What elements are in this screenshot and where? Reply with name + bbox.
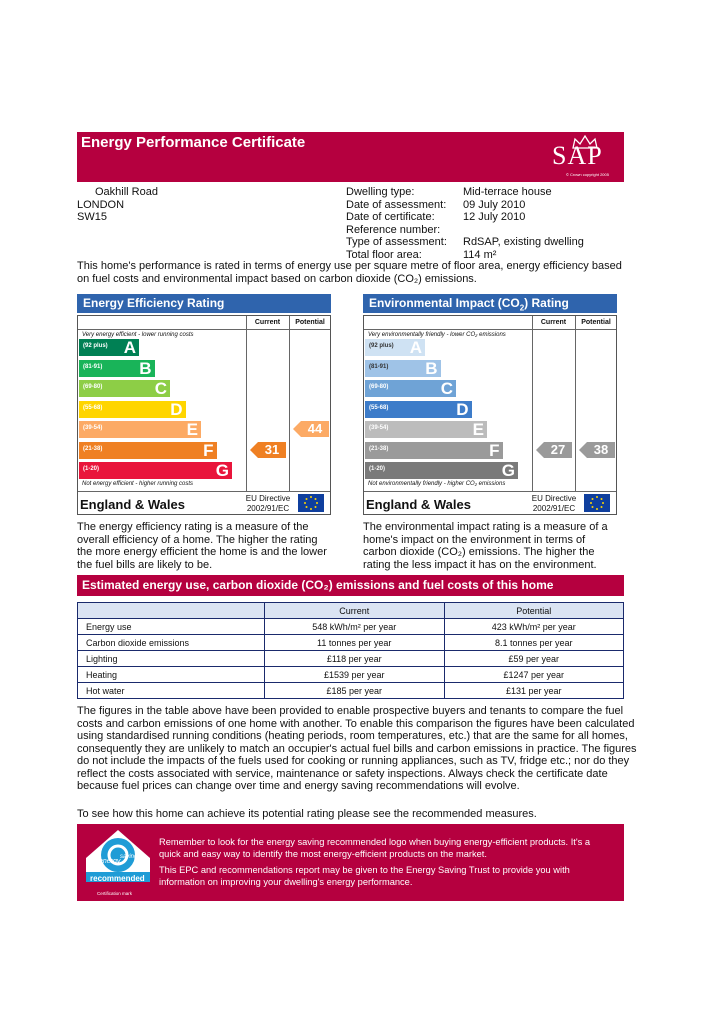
eu-flag-icon [298, 494, 324, 512]
row-label: Hot water [78, 683, 265, 699]
band-c [365, 380, 456, 397]
col-potential: Potential [444, 603, 624, 619]
badge-text: recommended [90, 874, 145, 883]
table-row [78, 635, 624, 651]
band-letter: D [456, 399, 469, 419]
intro-text: This home's performance is rated in terms of energy use per square metre of floor area, energy efficiency based on fuel costs and environmental impact based on carbon dioxide (CO₂) emissions. [77, 260, 622, 285]
environmental-chart [363, 315, 617, 515]
badge-mark: Certification mark [97, 891, 133, 896]
row-label: Lighting [78, 651, 265, 667]
row-label: Energy use [78, 619, 265, 635]
cell-potential: £1247 per year [444, 667, 624, 683]
cell-potential: 8.1 tonnes per year [444, 635, 624, 651]
page-title: Energy Performance Certificate [81, 134, 306, 151]
band-letter: C [440, 379, 453, 398]
address-line: Oakhill Road [95, 186, 158, 198]
info-value: 114 m² [463, 248, 497, 261]
see-text: To see how this home can achieve its potential rating please see the recommended measures. [77, 808, 537, 820]
band-letter: A [409, 338, 422, 357]
cell-current: £185 per year [265, 683, 445, 699]
info-label: Dwelling type: [346, 186, 415, 198]
band-e [365, 421, 487, 438]
efficiency-chart [77, 315, 331, 515]
band-letter: B [139, 358, 152, 378]
band-range: (1-20) [83, 466, 100, 472]
eu-flag-icon [584, 494, 610, 512]
band-range: (69-80) [83, 384, 103, 390]
top-note: Very environmentally friendly - lower CO₂ emissions [368, 332, 506, 338]
band-g [79, 462, 232, 479]
band-a [79, 339, 139, 356]
cell-current: 548 kWh/m² per year [265, 619, 445, 635]
info-value: 12 July 2010 [463, 211, 526, 223]
info-label: Date of assessment: [346, 198, 447, 211]
bottom-note: Not environmentally friendly - higher CO₂ emissions [368, 481, 506, 487]
cell-current: £1539 per year [265, 667, 445, 683]
band-letter: E [186, 420, 198, 439]
potential-rating-arrow: 44 [293, 421, 329, 437]
info-value: Mid-terrace house [463, 186, 552, 198]
badge-text: saving [120, 854, 138, 860]
environmental-title [363, 294, 617, 313]
band-d [365, 401, 472, 418]
estimate-title: Estimated energy use, carbon dioxide (CO₂) emissions and fuel costs of this home [77, 575, 624, 596]
region-label: England & Wales [366, 497, 471, 512]
info-label: Date of certificate: [346, 211, 435, 223]
badge-text: energy [99, 858, 121, 865]
logo-copyright: © Crown copyright 2005 [566, 172, 609, 177]
band-letter: A [123, 338, 136, 357]
top-note: Very energy efficient - lower running costs [82, 332, 194, 338]
cell-potential: £59 per year [444, 651, 624, 667]
band-range: (81-91) [83, 363, 103, 370]
cell-current: 11 tonnes per year [265, 635, 445, 651]
bottom-note: Not energy efficient - higher running costs [82, 481, 194, 487]
current-rating-arrow: 31 [250, 442, 286, 458]
band-range: (1-20) [369, 466, 386, 472]
env-title-sub: 2 [519, 303, 525, 313]
info-value: 09 July 2010 [463, 198, 526, 211]
env-title-pre: Environmental Impact (CO [369, 296, 520, 310]
band-range: (21-38) [369, 445, 389, 452]
col-potential: Potential [295, 319, 325, 326]
band-letter: E [472, 420, 484, 439]
sap-logo: SAP [552, 141, 603, 170]
band-letter: F [489, 440, 500, 460]
band-range: (39-54) [83, 425, 103, 431]
band-g [365, 462, 518, 479]
band-range: (92 plus) [83, 343, 108, 349]
band-f [365, 442, 503, 459]
region-label: England & Wales [80, 497, 185, 512]
band-a [365, 339, 425, 356]
env-title-post: ) Rating [524, 296, 569, 310]
table-row [78, 667, 624, 683]
eu-directive: EU Directive 2002/91/EC [531, 494, 577, 513]
band-b [365, 360, 441, 377]
eu-directive: EU Directive 2002/91/EC [245, 494, 291, 513]
col-current: Current [254, 319, 281, 326]
figures-text: The figures in the table above have been provided to enable prospective buyers and tenants to compare the fuel costs and carbon emissions of one home with another. To enable this comparison the figures have been calculated using standardised running conditions (heating periods, room temperatures, etc.) that are the same for all homes, consequently they are unlikely to match an occupier's actual fuel bills and carbon emissions in practice. The figures do not include the impacts of the fuels used for cooking or running appliances, such as TV, fridge etc.; nor do they reflect the costs associated with service, maintenance or safety inspections. Always check the certificate date because fuel prices can change over time and energy saving recommendations will evolve. [77, 705, 637, 792]
band-range: (55-68) [83, 404, 103, 411]
band-range: (39-54) [369, 425, 389, 431]
address-line: SW15 [77, 211, 107, 223]
cell-current: £118 per year [265, 651, 445, 667]
info-value: RdSAP, existing dwelling [463, 236, 584, 248]
address-line: LONDON [77, 198, 125, 211]
band-c [79, 380, 170, 397]
band-letter: F [203, 440, 214, 460]
table-row [78, 683, 624, 699]
info-label: Reference number: [346, 223, 441, 236]
band-letter: G [501, 461, 515, 480]
band-letter: D [170, 399, 183, 419]
col-current: Current [540, 319, 567, 326]
recommend-text-1: Remember to look for the energy saving recommended logo when buying energy-efficient products. It's a quick and easy way to identify the most energy-efficient products on the market. [159, 837, 591, 859]
band-range: (55-68) [369, 404, 389, 411]
efficiency-description: The energy efficiency rating is a measure of the overall efficiency of a home. The higher the rating the more energy efficient the home is and the lower the fuel bills are likely to be. [77, 521, 327, 571]
current-rating-arrow: 27 [536, 442, 572, 458]
row-label: Heating [78, 667, 265, 683]
info-label: Total floor area: [346, 248, 422, 261]
col-current: Current [265, 603, 445, 619]
efficiency-title: Energy Efficiency Rating [77, 294, 331, 313]
environmental-description: The environmental impact rating is a measure of a home's impact on the environment in terms of carbon dioxide (CO₂) emissions. The higher the rating the less impact it has on the environment. [363, 521, 608, 571]
band-d [79, 401, 186, 418]
cell-potential: 423 kWh/m² per year [444, 619, 624, 635]
info-label: Type of assessment: [346, 236, 447, 248]
band-letter: C [154, 379, 167, 398]
col-potential: Potential [581, 319, 611, 326]
dwelling-info [346, 186, 626, 261]
band-b [79, 360, 155, 377]
band-letter: G [215, 461, 229, 480]
band-range: (69-80) [369, 384, 389, 390]
row-label: Carbon dioxide emissions [78, 635, 265, 651]
band-range: (81-91) [369, 363, 389, 370]
band-f [79, 442, 217, 459]
band-range: (92 plus) [369, 343, 394, 349]
estimate-table [77, 602, 624, 699]
band-letter: B [425, 358, 438, 378]
band-range: (21-38) [83, 445, 103, 452]
band-e [79, 421, 201, 438]
table-row [78, 619, 624, 635]
potential-rating-arrow: 38 [579, 442, 615, 458]
address-block [77, 186, 158, 224]
table-row [78, 651, 624, 667]
cell-potential: £131 per year [444, 683, 624, 699]
recommend-text-2: This EPC and recommendations report may be given to the Energy Saving Trust to provide you with information on improving your dwelling's energy performance. [159, 865, 570, 887]
